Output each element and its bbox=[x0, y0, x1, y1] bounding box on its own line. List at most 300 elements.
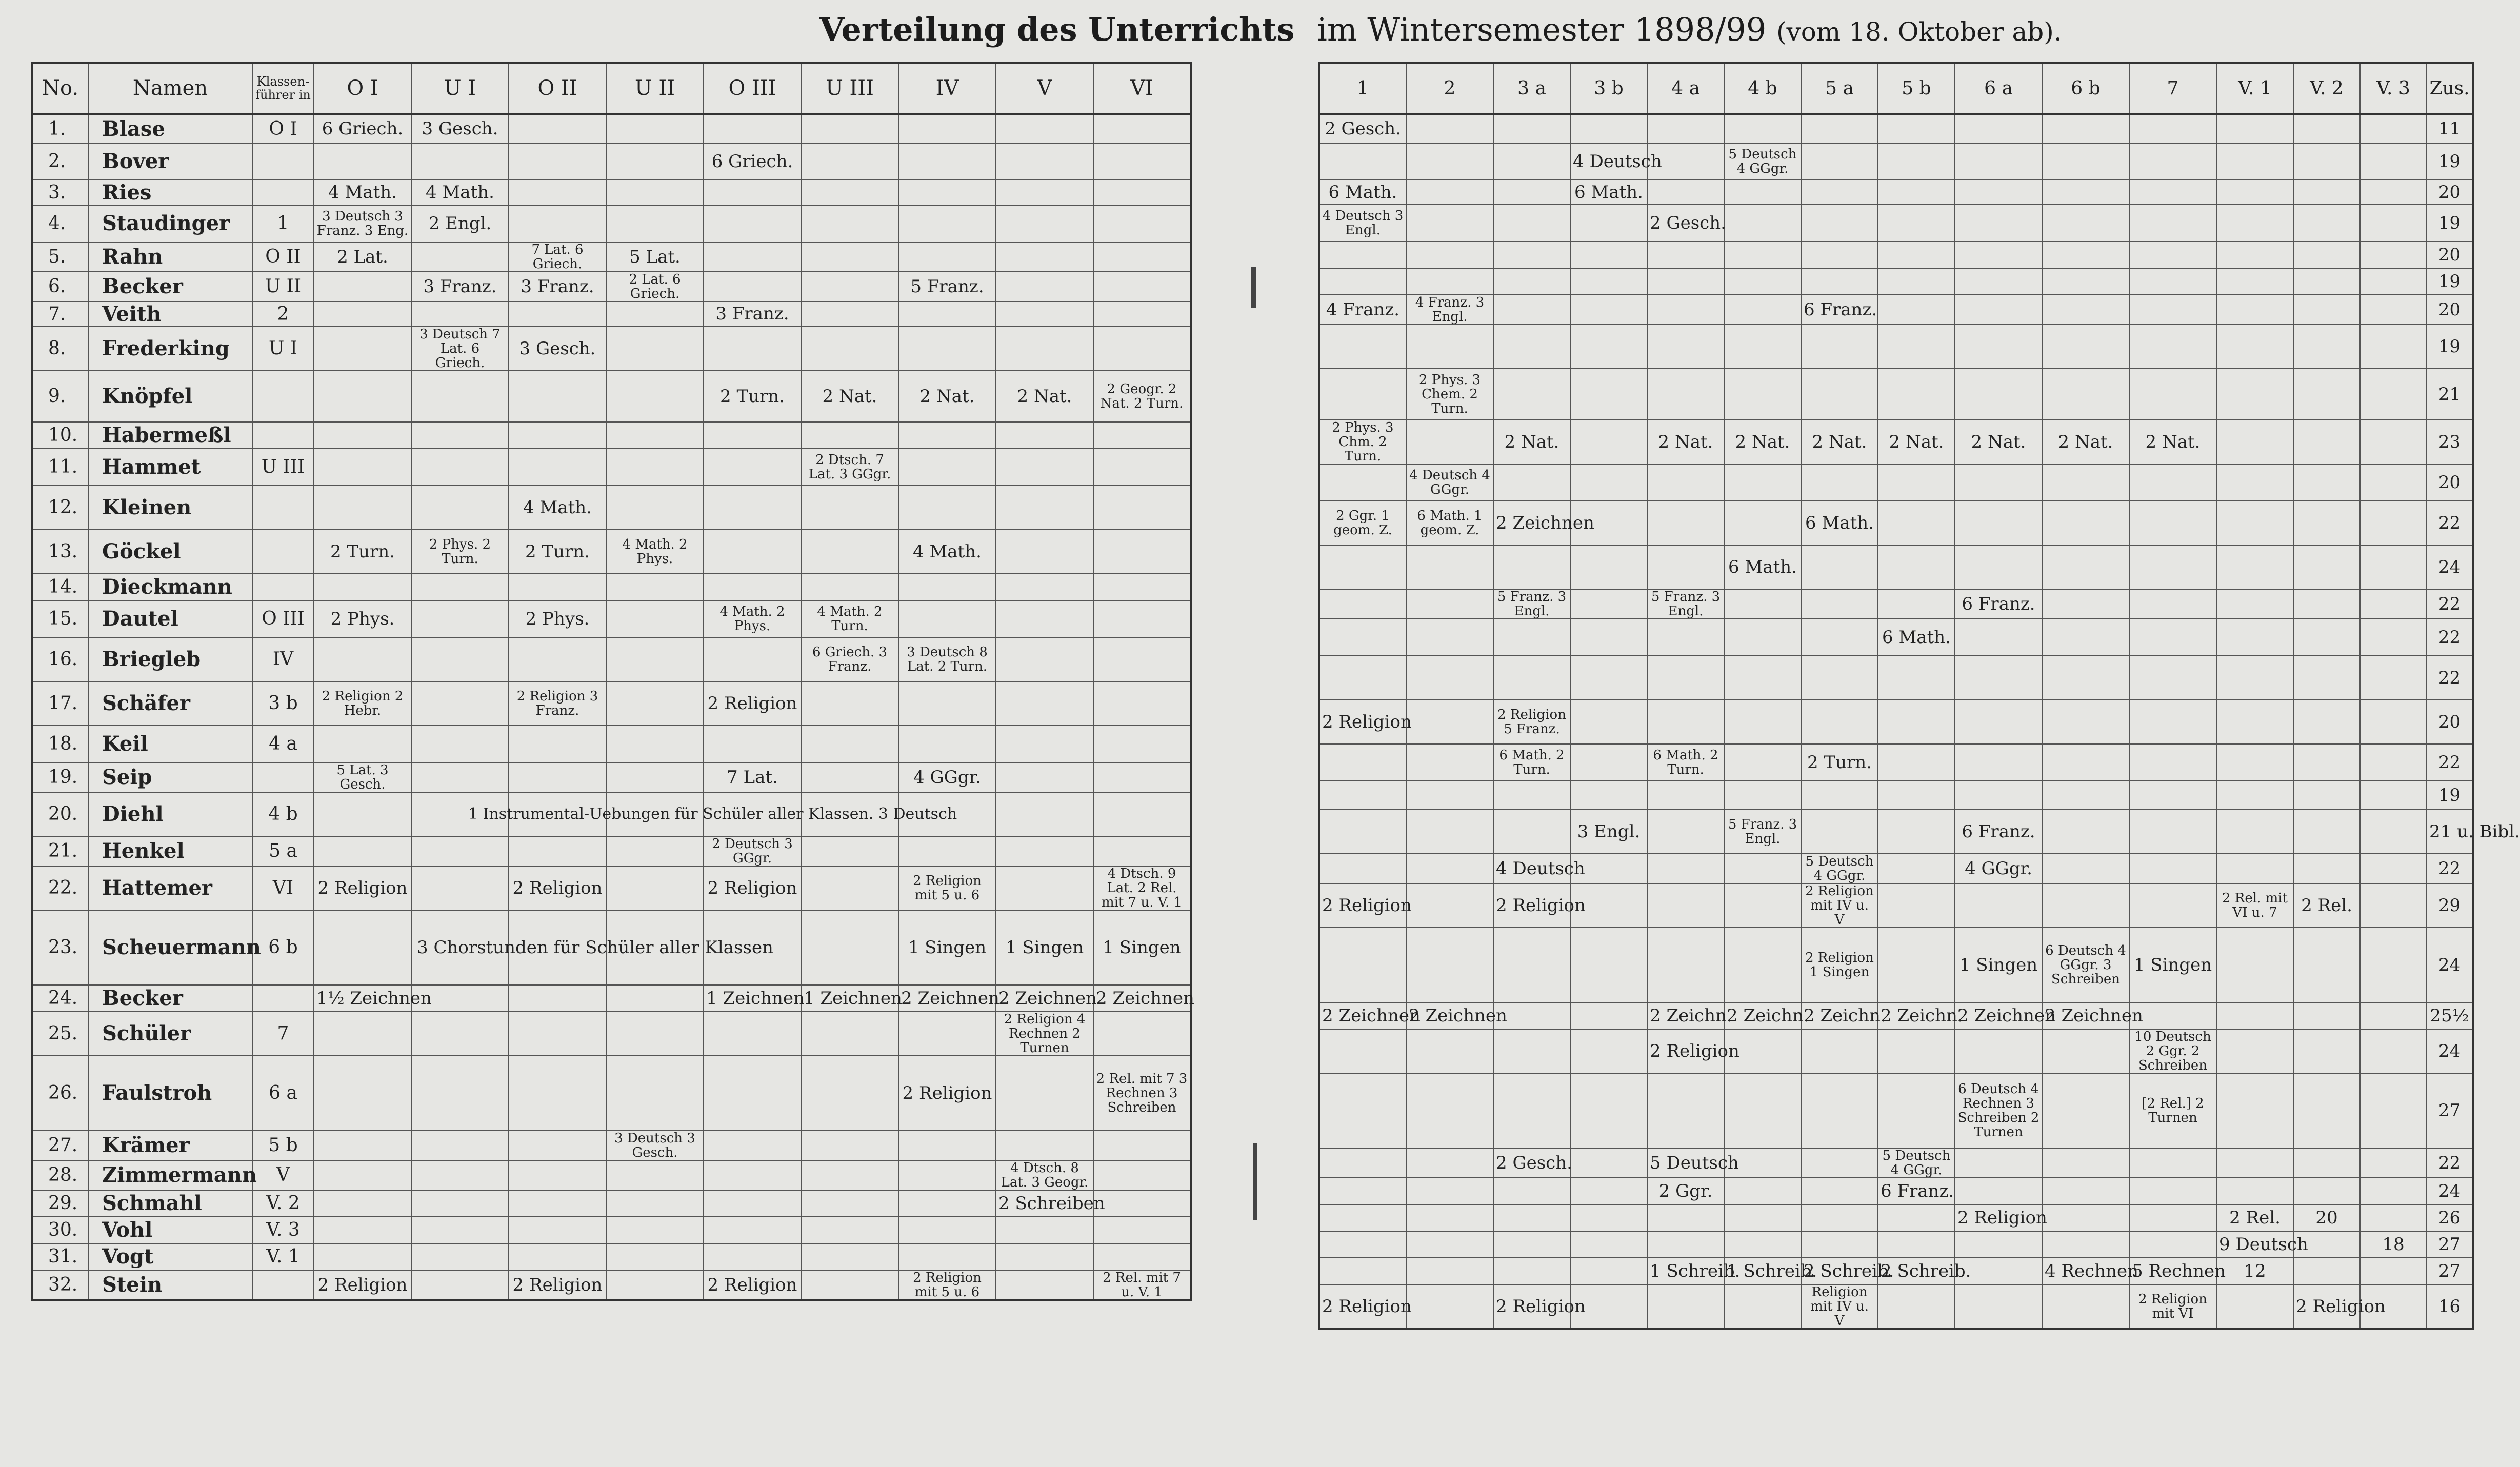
lesson-cell: 2 Ggr. bbox=[1647, 1178, 1724, 1204]
lesson-cell bbox=[1724, 854, 1801, 883]
lesson-cell bbox=[704, 486, 801, 530]
lesson-cell: 6 Math. bbox=[1801, 501, 1878, 545]
table-row bbox=[1319, 883, 2473, 928]
lesson-cell bbox=[2293, 1002, 2360, 1029]
total-hours: 24 bbox=[2427, 1178, 2473, 1204]
total-hours: 22 bbox=[2427, 656, 2473, 700]
lesson-cell bbox=[996, 422, 1093, 449]
lesson-cell bbox=[1878, 268, 1955, 295]
lesson-cell: 2 Religion 4 Rechnen 2 Turnen bbox=[996, 1012, 1093, 1056]
row-number: 22. bbox=[32, 866, 88, 910]
lesson-cell bbox=[704, 114, 801, 143]
table-row bbox=[1319, 369, 2473, 420]
class-lead: VI bbox=[252, 866, 314, 910]
lesson-cell bbox=[2293, 656, 2360, 700]
lesson-cell bbox=[2216, 369, 2293, 420]
lesson-cell bbox=[314, 371, 411, 422]
lesson-cell bbox=[411, 637, 509, 681]
lesson-cell bbox=[1319, 656, 1406, 700]
lesson-cell: 3 Deutsch 3 Gesch. bbox=[606, 1131, 704, 1160]
lesson-cell bbox=[2042, 1148, 2129, 1178]
lesson-cell bbox=[1955, 1148, 2042, 1178]
lesson-cell bbox=[2129, 1231, 2216, 1258]
table-row bbox=[32, 1243, 1191, 1270]
lesson-cell bbox=[2293, 1258, 2360, 1284]
lesson-cell bbox=[509, 1012, 606, 1056]
total-hours: 22 bbox=[2427, 501, 2473, 545]
lesson-cell bbox=[1493, 295, 1570, 325]
row-number: 30. bbox=[32, 1217, 88, 1243]
right-header-cell: V. 1 bbox=[2216, 63, 2293, 114]
lesson-cell bbox=[1570, 1029, 1647, 1073]
lesson-cell bbox=[606, 681, 704, 726]
lesson-cell bbox=[509, 637, 606, 681]
row-number: 28. bbox=[32, 1160, 88, 1190]
lesson-cell bbox=[606, 637, 704, 681]
lesson-cell bbox=[1093, 272, 1191, 302]
lesson-cell: 2 Nat. bbox=[1647, 420, 1724, 464]
lesson-cell bbox=[1647, 369, 1724, 420]
lesson-cell bbox=[801, 205, 898, 242]
lesson-cell bbox=[801, 486, 898, 530]
lesson-cell bbox=[606, 1190, 704, 1217]
lesson-cell bbox=[2216, 325, 2293, 369]
lesson-cell bbox=[509, 1243, 606, 1270]
lesson-cell bbox=[2293, 1073, 2360, 1148]
lesson-cell bbox=[1647, 180, 1724, 205]
lesson-cell bbox=[1878, 781, 1955, 810]
lesson-cell: 2 Religion bbox=[509, 1270, 606, 1300]
total-hours: 27 bbox=[2427, 1258, 2473, 1284]
lesson-cell: 1 Zeichnen bbox=[801, 985, 898, 1012]
class-lead: 4 b bbox=[252, 792, 314, 836]
lesson-cell bbox=[411, 1056, 509, 1131]
lesson-cell bbox=[2129, 1178, 2216, 1204]
row-number: 3. bbox=[32, 180, 88, 205]
lesson-cell bbox=[2129, 295, 2216, 325]
lesson-cell: 4 GGgr. bbox=[1955, 854, 2042, 883]
table-row bbox=[1319, 242, 2473, 268]
lesson-cell bbox=[1955, 180, 2042, 205]
lesson-cell bbox=[2129, 205, 2216, 242]
class-lead bbox=[252, 985, 314, 1012]
lesson-cell bbox=[1570, 268, 1647, 295]
left-header-cell: U I bbox=[411, 63, 509, 114]
lesson-cell bbox=[1801, 205, 1878, 242]
lesson-cell: 1 Singen bbox=[996, 910, 1093, 985]
lesson-cell bbox=[2293, 589, 2360, 619]
lesson-cell bbox=[1647, 781, 1724, 810]
lesson-cell bbox=[411, 574, 509, 600]
lesson-cell bbox=[606, 1160, 704, 1190]
left-header-cell: O III bbox=[704, 63, 801, 114]
teacher-name: Stein bbox=[88, 1270, 252, 1300]
class-lead bbox=[252, 574, 314, 600]
lesson-cell: 5 Deutsch 4 GGgr. bbox=[1878, 1148, 1955, 1178]
lesson-cell bbox=[2216, 656, 2293, 700]
lesson-cell bbox=[704, 272, 801, 302]
lesson-cell bbox=[1878, 928, 1955, 1002]
lesson-cell bbox=[1319, 268, 1406, 295]
lesson-cell: 1½ Zeichnen bbox=[314, 985, 411, 1012]
lesson-cell bbox=[509, 1217, 606, 1243]
lesson-cell: 2 Religion mit IV u. V bbox=[1801, 883, 1878, 928]
lesson-cell bbox=[509, 422, 606, 449]
lesson-cell bbox=[1801, 619, 1878, 656]
teacher-name: Krämer bbox=[88, 1131, 252, 1160]
lesson-cell bbox=[801, 1270, 898, 1300]
lesson-cell bbox=[1801, 180, 1878, 205]
lesson-cell bbox=[314, 272, 411, 302]
lesson-cell bbox=[1493, 1073, 1570, 1148]
lesson-cell bbox=[2216, 143, 2293, 180]
lesson-cell bbox=[1955, 114, 2042, 143]
lesson-cell: 3 Engl. bbox=[1570, 810, 1647, 854]
lesson-cell bbox=[801, 1190, 898, 1217]
lesson-cell bbox=[1724, 1231, 1801, 1258]
lesson-cell bbox=[2293, 781, 2360, 810]
lesson-cell bbox=[1570, 369, 1647, 420]
lesson-cell bbox=[2042, 1231, 2129, 1258]
row-number: 7. bbox=[32, 302, 88, 327]
lesson-cell bbox=[2042, 143, 2129, 180]
lesson-cell bbox=[1570, 1178, 1647, 1204]
right-header-cell: 3 a bbox=[1493, 63, 1570, 114]
lesson-cell bbox=[996, 205, 1093, 242]
table-row bbox=[32, 574, 1191, 600]
lesson-cell bbox=[2129, 143, 2216, 180]
lesson-cell bbox=[1647, 1231, 1724, 1258]
lesson-cell bbox=[801, 726, 898, 762]
lesson-cell bbox=[2360, 501, 2427, 545]
right-header-row bbox=[1319, 63, 2473, 114]
left-header-cell: VI bbox=[1093, 63, 1191, 114]
lesson-cell bbox=[1319, 242, 1406, 268]
table-row bbox=[32, 302, 1191, 327]
lesson-cell: 2 Religion 1 Singen bbox=[1801, 928, 1878, 1002]
lesson-cell: 2 Zeichnen bbox=[2042, 1002, 2129, 1029]
lesson-cell bbox=[2360, 420, 2427, 464]
lesson-cell: 2 Religion bbox=[898, 1056, 996, 1131]
lesson-cell bbox=[1878, 180, 1955, 205]
lesson-cell bbox=[1647, 619, 1724, 656]
lesson-cell bbox=[1801, 700, 1878, 744]
lesson-cell bbox=[2129, 744, 2216, 781]
lesson-cell bbox=[2216, 854, 2293, 883]
class-lead: V. 3 bbox=[252, 1217, 314, 1243]
lesson-cell bbox=[314, 143, 411, 180]
lesson-cell bbox=[1093, 1243, 1191, 1270]
lesson-cell bbox=[2042, 744, 2129, 781]
lesson-cell bbox=[1878, 295, 1955, 325]
lesson-cell bbox=[509, 1160, 606, 1190]
lesson-cell bbox=[898, 1190, 996, 1217]
lesson-cell bbox=[1724, 744, 1801, 781]
lesson-cell bbox=[2293, 143, 2360, 180]
lesson-cell bbox=[1093, 422, 1191, 449]
total-hours: 20 bbox=[2427, 464, 2473, 501]
lesson-cell bbox=[2216, 1002, 2293, 1029]
lesson-cell bbox=[2216, 700, 2293, 744]
lesson-cell bbox=[1406, 180, 1493, 205]
lesson-cell bbox=[1406, 114, 1493, 143]
lesson-cell bbox=[2129, 700, 2216, 744]
lesson-cell bbox=[2042, 242, 2129, 268]
lesson-cell bbox=[1801, 656, 1878, 700]
table-row bbox=[1319, 205, 2473, 242]
total-hours: 22 bbox=[2427, 1148, 2473, 1178]
lesson-cell bbox=[996, 726, 1093, 762]
lesson-cell bbox=[2042, 325, 2129, 369]
right-header-cell: 4 b bbox=[1724, 63, 1801, 114]
lesson-cell bbox=[1319, 1231, 1406, 1258]
lesson-cell: 6 Franz. bbox=[1878, 1178, 1955, 1204]
lesson-cell bbox=[1406, 325, 1493, 369]
lesson-cell: 2 Religion bbox=[1319, 883, 1406, 928]
lesson-cell bbox=[2042, 700, 2129, 744]
class-lead: 5 a bbox=[252, 836, 314, 866]
lesson-cell bbox=[2360, 744, 2427, 781]
table-row bbox=[1319, 619, 2473, 656]
lesson-cell bbox=[801, 866, 898, 910]
lesson-cell: 2 Engl. bbox=[411, 205, 509, 242]
lesson-cell bbox=[1493, 205, 1570, 242]
lesson-cell: 5 Franz. 3 Engl. bbox=[1724, 810, 1801, 854]
lesson-cell bbox=[411, 1131, 509, 1160]
lesson-cell bbox=[1878, 700, 1955, 744]
lesson-cell bbox=[1493, 1204, 1570, 1231]
lesson-cell: 2 Religion 2 Hebr. bbox=[314, 681, 411, 726]
lesson-cell bbox=[2129, 781, 2216, 810]
lesson-cell bbox=[1724, 781, 1801, 810]
table-row bbox=[1319, 114, 2473, 143]
lesson-cell: 2 Nat. bbox=[996, 371, 1093, 422]
lesson-cell bbox=[704, 1160, 801, 1190]
lesson-cell bbox=[1647, 114, 1724, 143]
lesson-cell bbox=[1801, 114, 1878, 143]
lesson-cell bbox=[1724, 180, 1801, 205]
lesson-cell bbox=[1319, 589, 1406, 619]
lesson-cell bbox=[1493, 781, 1570, 810]
table-row bbox=[32, 1270, 1191, 1300]
teacher-name: Henkel bbox=[88, 836, 252, 866]
lesson-cell bbox=[898, 1243, 996, 1270]
class-lead: 6 b bbox=[252, 910, 314, 985]
lesson-cell bbox=[606, 1012, 704, 1056]
lesson-cell: 2 Religion bbox=[1319, 1284, 1406, 1329]
lesson-cell bbox=[2129, 501, 2216, 545]
lesson-cell: 3 Franz. bbox=[411, 272, 509, 302]
lesson-cell bbox=[1493, 545, 1570, 589]
lesson-cell: 3 Deutsch 7 Lat. 6 Griech. bbox=[411, 327, 509, 371]
lesson-cell bbox=[1319, 1148, 1406, 1178]
lesson-cell bbox=[1570, 295, 1647, 325]
lesson-cell bbox=[314, 574, 411, 600]
lesson-cell bbox=[606, 762, 704, 792]
lesson-cell bbox=[1570, 656, 1647, 700]
table-row bbox=[32, 422, 1191, 449]
lesson-cell bbox=[1493, 180, 1570, 205]
lesson-cell: 4 Dtsch. 9 Lat. 2 Rel. mit 7 u. V. 1 bbox=[1093, 866, 1191, 910]
table-row bbox=[32, 371, 1191, 422]
lesson-cell: 18 bbox=[2360, 1231, 2427, 1258]
lesson-cell bbox=[1955, 781, 2042, 810]
lesson-cell bbox=[1093, 836, 1191, 866]
lesson-cell: 6 Franz. bbox=[1955, 589, 2042, 619]
table-row bbox=[1319, 464, 2473, 501]
class-lead bbox=[252, 371, 314, 422]
lesson-cell bbox=[1319, 744, 1406, 781]
lesson-cell bbox=[2360, 1258, 2427, 1284]
lesson-cell bbox=[1955, 369, 2042, 420]
lesson-cell bbox=[1493, 928, 1570, 1002]
lesson-cell bbox=[2216, 464, 2293, 501]
lesson-cell: 3 Deutsch 3 Franz. 3 Eng. bbox=[314, 205, 411, 242]
lesson-cell: 4 Math. 2 Phys. bbox=[704, 600, 801, 637]
lesson-cell bbox=[1406, 420, 1493, 464]
lesson-cell bbox=[509, 114, 606, 143]
lesson-cell bbox=[996, 637, 1093, 681]
table-row bbox=[32, 1056, 1191, 1131]
total-hours: 24 bbox=[2427, 928, 2473, 1002]
lesson-cell bbox=[898, 242, 996, 272]
lesson-cell: 2 Religion bbox=[509, 866, 606, 910]
table-row bbox=[1319, 700, 2473, 744]
teacher-name: Veith bbox=[88, 302, 252, 327]
lesson-cell bbox=[898, 422, 996, 449]
lesson-cell bbox=[2360, 268, 2427, 295]
lesson-cell bbox=[1801, 268, 1878, 295]
lesson-cell: 2 Schreib. bbox=[1878, 1258, 1955, 1284]
lesson-cell bbox=[2216, 781, 2293, 810]
total-hours: 21 bbox=[2427, 369, 2473, 420]
lesson-cell bbox=[509, 205, 606, 242]
lesson-cell bbox=[1878, 1284, 1955, 1329]
lesson-cell bbox=[2042, 656, 2129, 700]
table-row bbox=[1319, 325, 2473, 369]
lesson-cell bbox=[1955, 205, 2042, 242]
lesson-cell bbox=[1093, 1217, 1191, 1243]
lesson-cell bbox=[1570, 420, 1647, 464]
lesson-cell bbox=[1093, 205, 1191, 242]
table-row bbox=[1319, 854, 2473, 883]
lesson-cell bbox=[1319, 1178, 1406, 1204]
lesson-cell bbox=[2360, 883, 2427, 928]
lesson-cell bbox=[1878, 325, 1955, 369]
lesson-cell: 4 Math. 2 Phys. bbox=[606, 530, 704, 574]
lesson-cell: 4 Dtsch. 8 Lat. 3 Geogr. bbox=[996, 1160, 1093, 1190]
lesson-cell bbox=[1955, 545, 2042, 589]
table-row bbox=[1319, 1284, 2473, 1329]
lesson-cell bbox=[2360, 180, 2427, 205]
right-header-cell: V. 3 bbox=[2360, 63, 2427, 114]
table-row bbox=[32, 143, 1191, 180]
table-row bbox=[32, 600, 1191, 637]
lesson-cell bbox=[1878, 1231, 1955, 1258]
lesson-cell bbox=[509, 302, 606, 327]
lesson-cell: 1 Schreib. bbox=[1724, 1258, 1801, 1284]
lesson-cell bbox=[1801, 325, 1878, 369]
lesson-cell: 2 Zeichn. bbox=[1878, 1002, 1955, 1029]
lesson-cell bbox=[606, 836, 704, 866]
table-row bbox=[32, 180, 1191, 205]
table-row bbox=[32, 242, 1191, 272]
lesson-cell bbox=[606, 600, 704, 637]
lesson-cell bbox=[509, 574, 606, 600]
lesson-cell: 4 Math. bbox=[411, 180, 509, 205]
lesson-cell: 2 Religion bbox=[704, 1270, 801, 1300]
row-number: 31. bbox=[32, 1243, 88, 1270]
lesson-cell bbox=[1406, 883, 1493, 928]
lesson-cell bbox=[704, 242, 801, 272]
table-row bbox=[32, 327, 1191, 371]
lesson-cell bbox=[2129, 854, 2216, 883]
total-hours: 20 bbox=[2427, 295, 2473, 325]
row-number: 5. bbox=[32, 242, 88, 272]
lesson-cell bbox=[411, 486, 509, 530]
lesson-cell bbox=[704, 574, 801, 600]
lesson-cell bbox=[2293, 295, 2360, 325]
lesson-cell bbox=[1319, 464, 1406, 501]
lesson-cell: 2 Rel. mit VI u. 7 bbox=[2216, 883, 2293, 928]
lesson-cell bbox=[2293, 854, 2360, 883]
lesson-cell bbox=[1570, 589, 1647, 619]
lesson-cell bbox=[2360, 114, 2427, 143]
lesson-cell: 2 Rel. mit 7 3 Rechnen 3 Schreiben bbox=[1093, 1056, 1191, 1131]
lesson-cell bbox=[1801, 545, 1878, 589]
lesson-cell bbox=[1647, 464, 1724, 501]
lesson-cell bbox=[1955, 619, 2042, 656]
lesson-cell: 2 Nat. bbox=[2042, 420, 2129, 464]
table-row bbox=[32, 114, 1191, 143]
lesson-cell bbox=[1406, 1258, 1493, 1284]
lesson-cell bbox=[1093, 1012, 1191, 1056]
title-suffix: (vom 18. Oktober ab). bbox=[1776, 17, 2062, 47]
lesson-cell bbox=[801, 143, 898, 180]
gutter-mark bbox=[1251, 267, 1256, 308]
lesson-cell bbox=[2216, 545, 2293, 589]
lesson-cell bbox=[1570, 464, 1647, 501]
lesson-cell bbox=[1878, 1029, 1955, 1073]
table-row bbox=[1319, 928, 2473, 1002]
total-hours: 24 bbox=[2427, 545, 2473, 589]
lesson-cell: 3 Franz. bbox=[509, 272, 606, 302]
lesson-cell bbox=[2360, 1002, 2427, 1029]
lesson-cell bbox=[411, 1160, 509, 1190]
lesson-cell bbox=[2293, 810, 2360, 854]
lesson-cell bbox=[1093, 1131, 1191, 1160]
lesson-cell bbox=[801, 1012, 898, 1056]
lesson-cell bbox=[2042, 1284, 2129, 1329]
lesson-cell: 6 Franz. bbox=[1801, 295, 1878, 325]
lesson-cell: 2 Rel. bbox=[2293, 883, 2360, 928]
lesson-cell bbox=[1406, 1204, 1493, 1231]
lesson-cell bbox=[996, 681, 1093, 726]
lesson-cell: 3 Chorstunden für Schüler aller Klassen bbox=[314, 910, 411, 985]
lesson-cell bbox=[1570, 1073, 1647, 1148]
lesson-cell bbox=[314, 637, 411, 681]
lesson-cell bbox=[1570, 781, 1647, 810]
lesson-cell: 2 Religion bbox=[314, 866, 411, 910]
lesson-cell bbox=[2216, 1284, 2293, 1329]
teacher-name: Hattemer bbox=[88, 866, 252, 910]
lesson-cell bbox=[1093, 600, 1191, 637]
teacher-name: Göckel bbox=[88, 530, 252, 574]
lesson-cell bbox=[1724, 1178, 1801, 1204]
lesson-cell: 4 Rechnen bbox=[2042, 1258, 2129, 1284]
lesson-cell bbox=[1093, 574, 1191, 600]
lesson-cell bbox=[606, 422, 704, 449]
